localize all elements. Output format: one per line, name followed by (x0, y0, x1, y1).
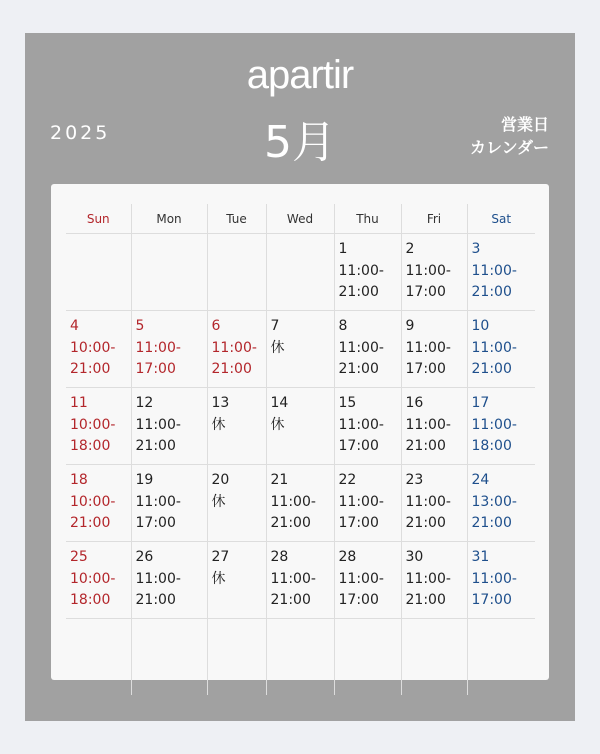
business-hours: 11:00- 18:00 (471, 416, 517, 454)
day-cell (66, 388, 131, 465)
business-hours: 11:00- 21:00 (405, 570, 451, 608)
day-number: 8 (338, 318, 348, 334)
day-cell (207, 542, 266, 619)
business-hours: 11:00- 21:00 (211, 339, 257, 377)
empty-cell (334, 619, 401, 696)
day-cell (467, 311, 535, 388)
weekday-header-wed: Wed (266, 204, 334, 234)
day-number: 1 (338, 241, 348, 257)
calendar-week-row (66, 311, 535, 388)
day-number: 25 (70, 549, 88, 565)
day-cell (266, 311, 334, 388)
day-number: 5 (135, 318, 145, 334)
weekday-header-sat: Sat (467, 204, 535, 234)
day-number: 20 (211, 472, 230, 488)
closed-label: 休 (211, 570, 226, 587)
day-cell (467, 388, 535, 465)
business-hours: 11:00- 17:00 (405, 339, 451, 377)
business-hours: 11:00- 17:00 (405, 262, 451, 300)
day-number: 21 (270, 472, 289, 488)
day-number: 31 (471, 549, 490, 565)
day-cell (266, 542, 334, 619)
day-number: 22 (338, 472, 357, 488)
day-cell (66, 465, 131, 542)
day-number: 19 (135, 472, 154, 488)
day-number: 12 (135, 395, 154, 411)
business-hours: 11:00- 17:00 (338, 416, 384, 454)
day-number: 2 (405, 241, 415, 257)
business-hours: 11:00- 21:00 (135, 416, 181, 454)
day-number: 28 (338, 549, 357, 565)
business-hours: 11:00- 17:00 (471, 570, 517, 608)
business-hours: 13:00- 21:00 (471, 493, 517, 531)
weekday-header-thu: Thu (334, 204, 401, 234)
day-cell (66, 311, 131, 388)
weekday-header-fri: Fri (401, 204, 467, 234)
business-hours: 11:00- 21:00 (338, 262, 384, 300)
day-number: 15 (338, 395, 357, 411)
calendar-frame (25, 33, 575, 721)
calendar-card (51, 184, 549, 680)
day-cell (207, 388, 266, 465)
day-number: 24 (471, 472, 490, 488)
day-cell (207, 311, 266, 388)
business-hours: 10:00- 18:00 (70, 570, 116, 608)
business-hours: 11:00- 17:00 (338, 570, 384, 608)
calendar-week-row (66, 388, 535, 465)
business-hours: 10:00- 21:00 (70, 339, 116, 377)
day-cell (467, 542, 535, 619)
day-cell (266, 465, 334, 542)
closed-label: 休 (270, 339, 285, 356)
business-hours: 11:00- 17:00 (135, 493, 181, 531)
empty-cell (266, 234, 334, 311)
business-hours: 11:00- 21:00 (405, 416, 451, 454)
empty-cell (131, 619, 207, 696)
day-cell (131, 388, 207, 465)
day-number: 13 (211, 395, 230, 411)
calendar-week-row (66, 542, 535, 619)
day-number: 3 (471, 241, 481, 257)
day-number: 7 (270, 318, 280, 334)
business-hours: 10:00- 18:00 (70, 416, 116, 454)
month-title: 5月 (264, 117, 336, 168)
empty-cell (66, 619, 131, 696)
business-hours: 11:00- 17:00 (135, 339, 181, 377)
day-cell (266, 388, 334, 465)
business-hours: 11:00- 21:00 (405, 493, 451, 531)
empty-cell (66, 234, 131, 311)
brand-logo: apartir (246, 53, 354, 97)
business-hours: 11:00- 21:00 (338, 339, 384, 377)
day-number: 16 (405, 395, 424, 411)
business-hours: 10:00- 21:00 (70, 493, 116, 531)
empty-cell (207, 619, 266, 696)
calendar-week-row (66, 465, 535, 542)
business-hours: 11:00- 17:00 (338, 493, 384, 531)
business-hours: 11:00- 21:00 (270, 493, 316, 531)
day-cell (467, 465, 535, 542)
day-cell (401, 234, 467, 311)
day-cell (334, 234, 401, 311)
day-number: 14 (270, 395, 289, 411)
day-cell (66, 542, 131, 619)
closed-label: 休 (211, 416, 226, 433)
year-label: 2025 (50, 122, 111, 144)
day-number: 26 (135, 549, 154, 565)
closed-label: 休 (270, 416, 285, 433)
day-number: 4 (70, 318, 79, 334)
subtitle-line-2: カレンダー (470, 138, 549, 157)
subtitle-line-1: 営業日 (500, 115, 549, 134)
calendar-subtitle (470, 113, 549, 159)
calendar-week-row (66, 619, 535, 696)
day-cell (401, 542, 467, 619)
day-number: 30 (405, 549, 424, 565)
weekday-header-mon: Mon (131, 204, 207, 234)
day-cell (467, 234, 535, 311)
day-cell (131, 311, 207, 388)
day-cell (334, 465, 401, 542)
calendar-week-row (66, 234, 535, 311)
day-cell (334, 388, 401, 465)
day-number: 11 (70, 395, 88, 411)
day-cell (401, 311, 467, 388)
day-number: 28 (270, 549, 289, 565)
day-number: 9 (405, 318, 415, 334)
day-cell (401, 388, 467, 465)
weekday-header-sun: Sun (66, 204, 131, 234)
day-cell (401, 465, 467, 542)
day-cell (207, 465, 266, 542)
day-number: 27 (211, 549, 230, 565)
day-cell (334, 542, 401, 619)
day-number: 23 (405, 472, 424, 488)
day-cell (131, 542, 207, 619)
day-cell (131, 465, 207, 542)
business-hours: 11:00- 21:00 (471, 262, 517, 300)
day-number: 6 (211, 318, 221, 334)
empty-cell (266, 619, 334, 696)
day-number: 18 (70, 472, 88, 488)
calendar-grid (66, 204, 535, 695)
business-hours: 11:00- 21:00 (471, 339, 517, 377)
weekday-header-row (66, 204, 535, 234)
day-cell (334, 311, 401, 388)
empty-cell (467, 619, 535, 696)
day-number: 10 (471, 318, 490, 334)
empty-cell (401, 619, 467, 696)
empty-cell (207, 234, 266, 311)
closed-label: 休 (211, 493, 226, 510)
weekday-header-tue: Tue (207, 204, 266, 234)
business-hours: 11:00- 21:00 (135, 570, 181, 608)
day-number: 17 (471, 395, 490, 411)
empty-cell (131, 234, 207, 311)
business-hours: 11:00- 21:00 (270, 570, 316, 608)
